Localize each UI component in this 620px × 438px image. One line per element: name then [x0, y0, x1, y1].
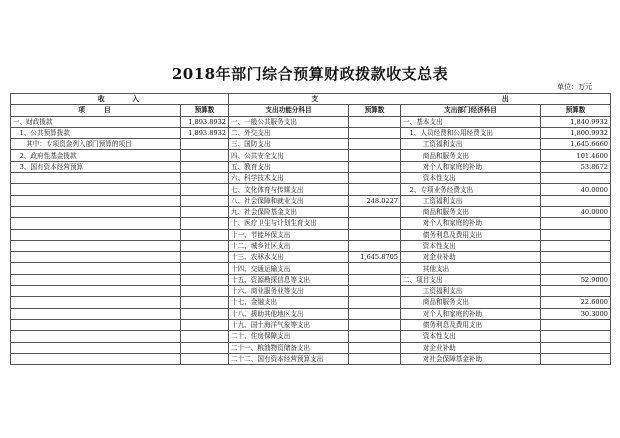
econ-subject-cell: 商品和服务支出 [401, 206, 541, 217]
income-cell [11, 195, 181, 206]
income-cell [11, 308, 181, 319]
func-subject-cell: 十八、援助其他地区支出 [229, 308, 349, 319]
econ-value-cell [541, 263, 611, 274]
econ-subject-cell: 资本性支出 [401, 240, 541, 251]
func-subject-cell: 十、医疗卫生与计划生育支出 [229, 218, 349, 229]
econ-value-cell [541, 218, 611, 229]
income-cell [11, 218, 181, 229]
func-value-cell [349, 263, 401, 274]
func-subject-cell: 七、文化体育与传媒支出 [229, 184, 349, 195]
func-subject-cell: 十七、金融支出 [229, 297, 349, 308]
econ-subject-cell: 对个人和家庭的补助 [401, 161, 541, 172]
func-value-cell [349, 229, 401, 240]
func-value-cell [349, 274, 401, 285]
func-subject-cell: 一、一般公共服务支出 [229, 116, 349, 127]
table-row [11, 319, 611, 330]
func-value-cell [349, 331, 401, 342]
income-value-cell [181, 229, 229, 240]
income-value-cell: 1,893.8932 [181, 116, 229, 127]
func-subject-cell: 二十二、国有资本经营预算支出 [229, 353, 349, 364]
econ-subject-cell: 对企业补助 [401, 342, 541, 353]
income-value-cell [181, 218, 229, 229]
income-value-cell [181, 319, 229, 330]
func-subject-cell: 十九、国土海洋气象等支出 [229, 319, 349, 330]
econ-value-cell: 30.3000 [541, 308, 611, 319]
table-row [11, 240, 611, 251]
income-value-cell [181, 139, 229, 150]
econ-value-cell [541, 252, 611, 263]
income-cell [11, 252, 181, 263]
income-cell [11, 297, 181, 308]
table-row [11, 274, 611, 285]
unit-label: 单位：万元 [557, 83, 592, 91]
income-value-cell [181, 274, 229, 285]
table-row [11, 139, 611, 150]
income-cell: 1、公共预算拨款 [11, 127, 181, 138]
econ-subject-cell: 其他支出 [401, 263, 541, 274]
econ-subject-cell: 工资福利支出 [401, 139, 541, 150]
header-row-2 [11, 105, 611, 116]
income-value-cell [181, 252, 229, 263]
income-value-cell [181, 297, 229, 308]
econ-subject-cell: 对个人和家庭的补助 [401, 308, 541, 319]
func-subject-cell: 二、外交支出 [229, 127, 349, 138]
econ-value-cell [541, 342, 611, 353]
income-cell [11, 240, 181, 251]
func-value-cell [349, 353, 401, 364]
func-subject-cell: 五、教育支出 [229, 161, 349, 172]
econ-value-cell [541, 240, 611, 251]
income-cell [11, 331, 181, 342]
income-value-cell [181, 308, 229, 319]
econ-value-cell: 1,645.6660 [541, 139, 611, 150]
func-subject-cell: 六、科学技术支出 [229, 173, 349, 184]
econ-subject-cell: 债务利息及费用支出 [401, 229, 541, 240]
income-cell [11, 263, 181, 274]
table-row [11, 161, 611, 172]
econ-value-cell [541, 173, 611, 184]
econ-subject-cell: 资本性支出 [401, 173, 541, 184]
func-subject-cell: 十一、节能环保支出 [229, 229, 349, 240]
func-subject-cell: 四、公共安全支出 [229, 150, 349, 161]
income-cell: 2、政府性基金拨款 [11, 150, 181, 161]
income-cell: 其中：专项资金列入部门预算的项目 [11, 139, 181, 150]
income-cell [11, 274, 181, 285]
col-func-budget: 预算数 [349, 105, 401, 116]
econ-value-cell: 53.8672 [541, 161, 611, 172]
budget-table [10, 93, 611, 365]
econ-subject-cell: 商品和服务支出 [401, 297, 541, 308]
func-value-cell: 248.0227 [349, 195, 401, 206]
econ-value-cell: 22.6000 [541, 297, 611, 308]
income-cell [11, 184, 181, 195]
func-value-cell [349, 342, 401, 353]
econ-subject-cell: 债务利息及费用支出 [401, 319, 541, 330]
func-value-cell [349, 150, 401, 161]
col-econ-subject: 支出部门经济科目 [401, 105, 541, 116]
table-row [11, 150, 611, 161]
header-row-1 [11, 94, 611, 105]
income-value-cell [181, 184, 229, 195]
table-row [11, 308, 611, 319]
func-value-cell [349, 240, 401, 251]
econ-subject-cell: 资本性支出 [401, 331, 541, 342]
income-value-cell [181, 286, 229, 297]
income-value-cell [181, 331, 229, 342]
func-subject-cell: 三、国防支出 [229, 139, 349, 150]
func-value-cell [349, 161, 401, 172]
econ-subject-cell: 2、专项业务经费支出 [401, 184, 541, 195]
func-value-cell [349, 139, 401, 150]
func-value-cell [349, 116, 401, 127]
func-value-cell [349, 127, 401, 138]
econ-value-cell: 101.4600 [541, 150, 611, 161]
table-row [11, 116, 611, 127]
income-value-cell [181, 173, 229, 184]
func-value-cell [349, 286, 401, 297]
econ-subject-cell: 对个人和家庭的补助 [401, 218, 541, 229]
income-value-cell [181, 263, 229, 274]
func-value-cell [349, 184, 401, 195]
table-row [11, 353, 611, 364]
func-subject-cell: 十二、城乡社区支出 [229, 240, 349, 251]
econ-subject-cell: 1、人员经费和公用经费支出 [401, 127, 541, 138]
econ-value-cell: 40.0000 [541, 206, 611, 217]
econ-value-cell [541, 195, 611, 206]
econ-subject-cell: 工资福利支出 [401, 195, 541, 206]
econ-value-cell [541, 353, 611, 364]
page-title: 2018年部门综合预算财政拨款收支总表 [171, 65, 449, 83]
income-value-cell [181, 342, 229, 353]
income-cell [11, 319, 181, 330]
income-value-cell [181, 161, 229, 172]
table-row [11, 286, 611, 297]
income-cell [11, 353, 181, 364]
econ-value-cell [541, 319, 611, 330]
table-row [11, 195, 611, 206]
table-row [11, 206, 611, 217]
econ-subject-cell: 对社会保障基金补助 [401, 353, 541, 364]
expense-header-left: 支 [229, 94, 401, 105]
econ-subject-cell: 工资福利支出 [401, 286, 541, 297]
income-header: 收 入 [11, 94, 229, 105]
table-row [11, 173, 611, 184]
income-value-cell [181, 240, 229, 251]
func-value-cell [349, 206, 401, 217]
income-cell [11, 286, 181, 297]
econ-subject-cell: 对企业补助 [401, 252, 541, 263]
econ-subject-cell: 二、项目支出 [401, 274, 541, 285]
col-func-subject: 支出功能分科目 [229, 105, 349, 116]
econ-subject-cell: 一、基本支出 [401, 116, 541, 127]
table-row [11, 263, 611, 274]
expense-header-right: 出 [401, 94, 611, 105]
func-subject-cell: 十六、商业服务业等支出 [229, 286, 349, 297]
func-subject-cell: 十五、资源勘探信息等支出 [229, 274, 349, 285]
table-row [11, 297, 611, 308]
econ-value-cell [541, 229, 611, 240]
table-row [11, 127, 611, 138]
econ-value-cell: 1,800.9932 [541, 127, 611, 138]
econ-value-cell: 1,840.9932 [541, 116, 611, 127]
income-value-cell: 1,893.8932 [181, 127, 229, 138]
income-value-cell [181, 206, 229, 217]
table-row [11, 184, 611, 195]
income-cell [11, 173, 181, 184]
income-value-cell [181, 195, 229, 206]
table-row [11, 342, 611, 353]
col-item: 项 目 [11, 105, 181, 116]
income-cell [11, 229, 181, 240]
econ-value-cell: 52.9000 [541, 274, 611, 285]
income-cell: 一、财政拨款 [11, 116, 181, 127]
income-cell [11, 342, 181, 353]
econ-subject-cell: 商品和服务支出 [401, 150, 541, 161]
func-value-cell: 1,645.8705 [349, 252, 401, 263]
table-row [11, 218, 611, 229]
func-subject-cell: 九、社会保险基金支出 [229, 206, 349, 217]
table-row [11, 229, 611, 240]
func-subject-cell: 十三、农林水支出 [229, 252, 349, 263]
func-value-cell [349, 308, 401, 319]
func-value-cell [349, 173, 401, 184]
func-subject-cell: 八、社会保障和就业支出 [229, 195, 349, 206]
func-value-cell [349, 319, 401, 330]
col-econ-budget: 预算数 [541, 105, 611, 116]
income-value-cell [181, 150, 229, 161]
econ-value-cell [541, 286, 611, 297]
func-value-cell [349, 297, 401, 308]
func-subject-cell: 二十、住房保障支出 [229, 331, 349, 342]
econ-value-cell [541, 331, 611, 342]
table-row [11, 331, 611, 342]
income-cell: 3、国有资本经营预算 [11, 161, 181, 172]
func-subject-cell: 二十一、粮油物资储备支出 [229, 342, 349, 353]
func-value-cell [349, 218, 401, 229]
table-row [11, 252, 611, 263]
col-income-budget: 预算数 [181, 105, 229, 116]
econ-value-cell: 40.0000 [541, 184, 611, 195]
income-value-cell [181, 353, 229, 364]
income-cell [11, 206, 181, 217]
func-subject-cell: 十四、交通运输支出 [229, 263, 349, 274]
